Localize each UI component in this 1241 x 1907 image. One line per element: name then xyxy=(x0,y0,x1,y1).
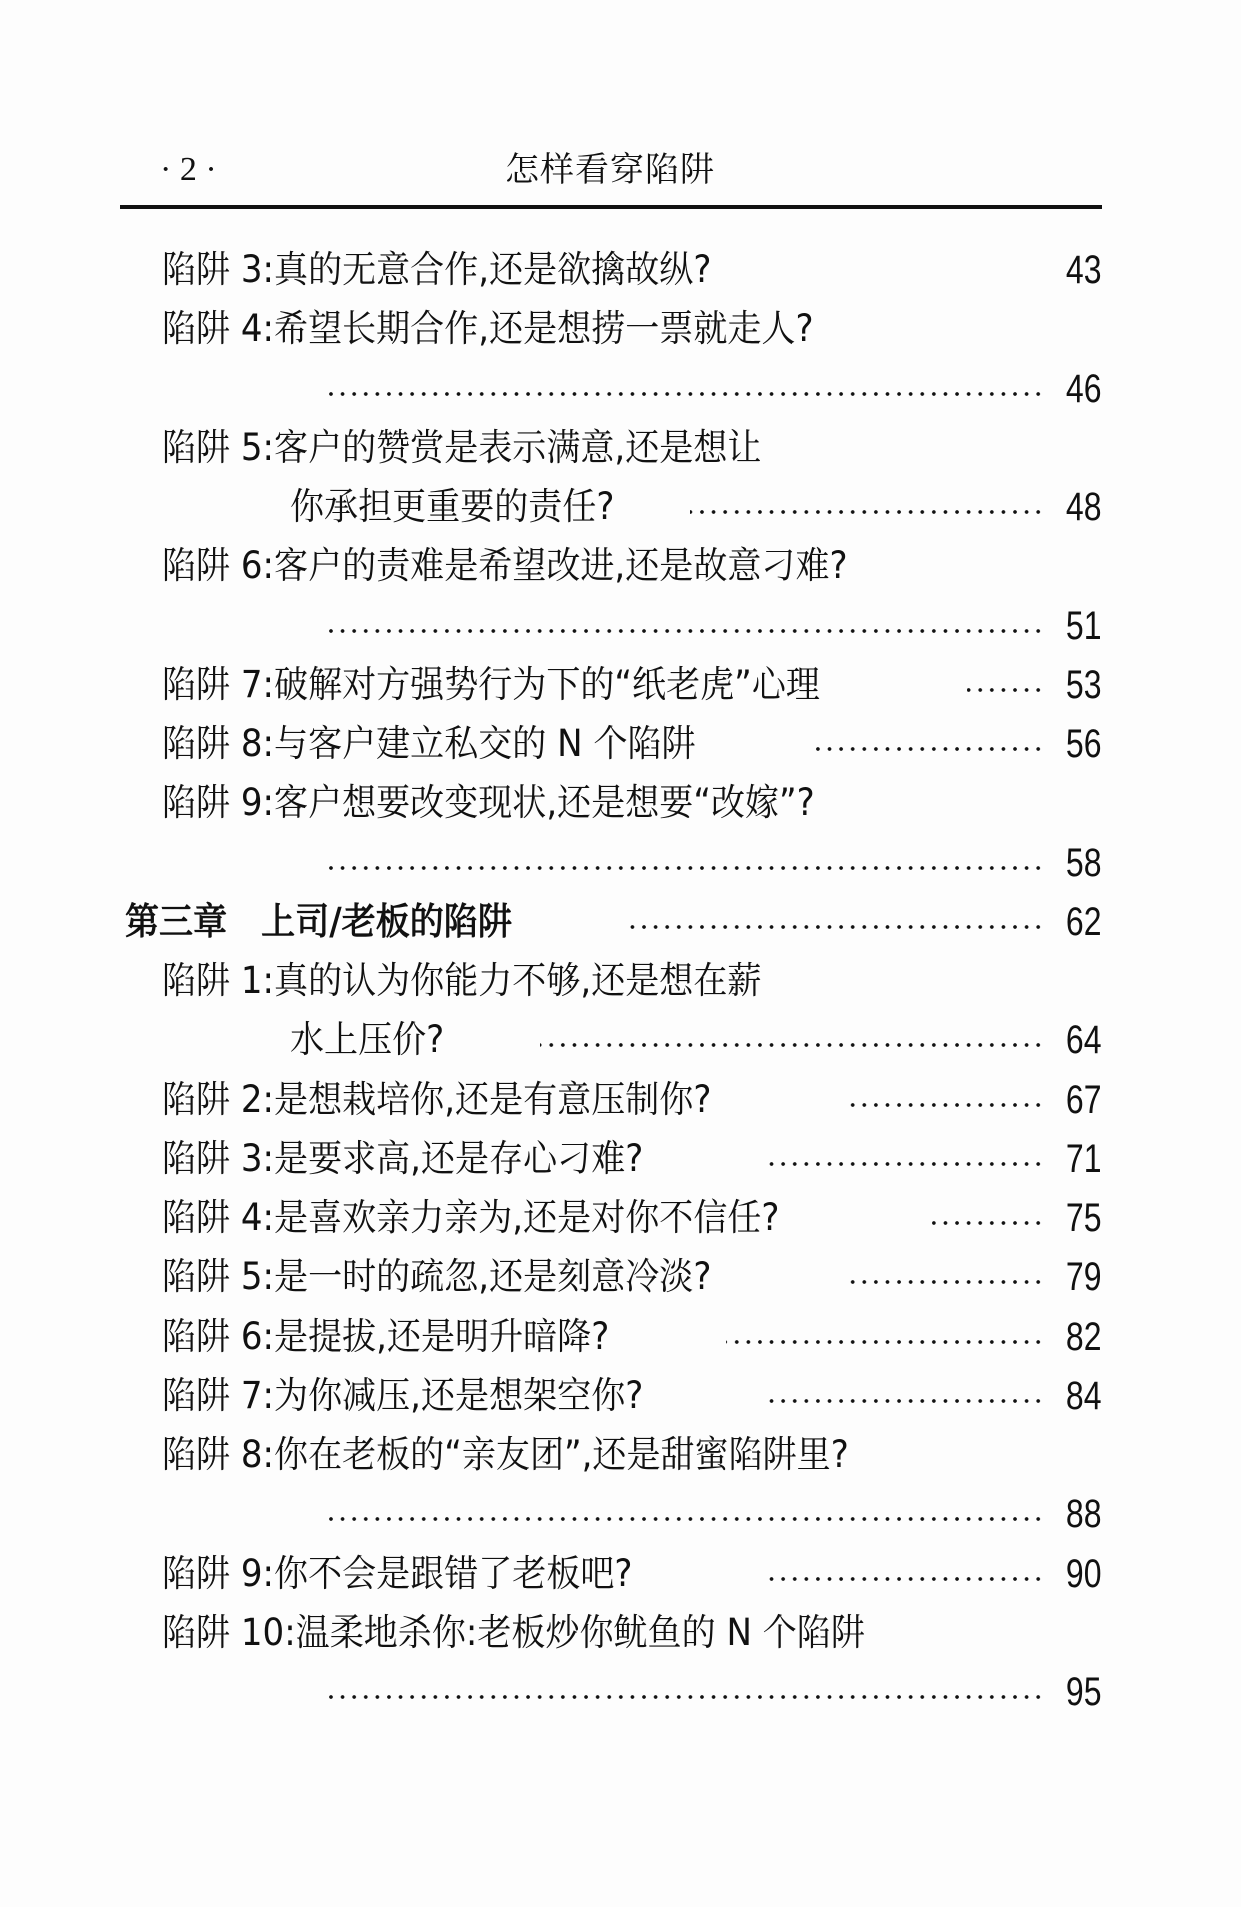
entry-title: 陷阱 1:真的认为你能力不够,还是想在薪 xyxy=(162,959,762,1002)
entry-title: 陷阱 5:客户的赞赏是表示满意,还是想让 xyxy=(162,426,762,469)
dot-leader xyxy=(329,1669,1044,1715)
entry-title: 陷阱 3:真的无意合作,还是欲擒故纵? xyxy=(162,248,712,291)
entry-title: 陷阱 5:是一时的疏忽,还是刻意冷淡? xyxy=(162,1255,712,1298)
toc-entry-row[interactable] xyxy=(0,1551,1241,1597)
entry-title: 陷阱 10:温柔地杀你:老板炒你鱿鱼的 N 个陷阱 xyxy=(162,1611,865,1654)
page-ref: 53 xyxy=(1065,663,1101,707)
entry-title: 你承担更重要的责任? xyxy=(290,485,615,528)
toc-entry-row[interactable] xyxy=(0,543,1241,589)
toc-entry-row[interactable] xyxy=(0,306,1241,352)
entry-title: 陷阱 8:与客户建立私交的 N 个陷阱 xyxy=(162,722,696,765)
page-ref: 58 xyxy=(1065,841,1101,885)
dot-leader xyxy=(540,1017,1044,1063)
dot-leader xyxy=(766,1373,1044,1419)
page-ref: 67 xyxy=(1065,1078,1101,1122)
toc-entry-row[interactable] xyxy=(0,1432,1241,1478)
toc-entry-row[interactable] xyxy=(0,1373,1241,1419)
dot-leader xyxy=(845,1254,1044,1300)
page-ref: 95 xyxy=(1065,1670,1101,1714)
toc-entry-row[interactable] xyxy=(0,1610,1241,1656)
entry-title: 陷阱 6:是提拔,还是明升暗降? xyxy=(162,1315,610,1358)
page-ref: 46 xyxy=(1065,367,1101,411)
dot-leader xyxy=(690,484,1044,530)
toc-entry-row[interactable] xyxy=(0,840,1241,886)
dot-leader xyxy=(845,1077,1044,1123)
page-ref: 48 xyxy=(1065,485,1101,529)
dot-leader xyxy=(766,1136,1044,1182)
toc-entry-row[interactable] xyxy=(0,603,1241,649)
entry-title: 陷阱 2:是想栽培你,还是有意压制你? xyxy=(162,1078,712,1121)
entry-title: 陷阱 7:为你减压,还是想架空你? xyxy=(162,1374,644,1417)
page-ref: 71 xyxy=(1065,1137,1101,1181)
toc-entry-row[interactable] xyxy=(0,366,1241,412)
toc-entry-row[interactable] xyxy=(0,1491,1241,1537)
entry-title: 陷阱 7:破解对方强势行为下的“纸老虎”心理 xyxy=(162,663,820,706)
dot-leader xyxy=(329,1491,1044,1537)
running-title: 怎样看穿陷阱 xyxy=(505,150,715,190)
dot-leader xyxy=(766,1551,1044,1597)
entry-title: 陷阱 9:你不会是跟错了老板吧? xyxy=(162,1552,633,1595)
entry-title: 陷阱 4:是喜欢亲力亲为,还是对你不信任? xyxy=(162,1196,780,1239)
dot-leader xyxy=(932,1195,1044,1241)
toc-entry-row[interactable] xyxy=(0,1254,1241,1300)
toc-entry-row[interactable] xyxy=(0,247,1241,293)
header-rule xyxy=(120,205,1102,209)
page-ref: 88 xyxy=(1065,1492,1101,1536)
page-ref: 56 xyxy=(1065,722,1101,766)
page-ref: 84 xyxy=(1065,1374,1101,1418)
entry-title: 陷阱 6:客户的责难是希望改进,还是故意刁难? xyxy=(162,544,848,587)
dot-leader xyxy=(329,603,1044,649)
toc-entry-row[interactable] xyxy=(0,721,1241,767)
dot-leader xyxy=(726,1314,1044,1360)
entry-title: 水上压价? xyxy=(290,1018,445,1061)
toc-entry-row[interactable] xyxy=(0,1669,1241,1715)
toc-entry-row[interactable] xyxy=(0,1017,1241,1063)
page-ref: 90 xyxy=(1065,1552,1101,1596)
page-ref: 75 xyxy=(1065,1196,1101,1240)
page-ref: 51 xyxy=(1065,604,1101,648)
page-ref: 64 xyxy=(1065,1018,1101,1062)
chapter-title: 第三章 上司/老板的陷阱 xyxy=(125,900,512,943)
toc-entry-row[interactable] xyxy=(0,425,1241,471)
toc-entry-row[interactable] xyxy=(0,662,1241,708)
page-number: · 2 · xyxy=(160,151,217,188)
dot-leader xyxy=(329,366,1044,412)
entry-title: 陷阱 9:客户想要改变现状,还是想要“改嫁”? xyxy=(162,781,815,824)
toc-entry-row[interactable] xyxy=(0,958,1241,1004)
dot-leader xyxy=(967,662,1044,708)
toc-entry-row[interactable] xyxy=(0,1136,1241,1182)
page-ref: 79 xyxy=(1065,1255,1101,1299)
entry-title: 陷阱 3:是要求高,还是存心刁难? xyxy=(162,1137,644,1180)
toc-entry-row[interactable] xyxy=(0,1195,1241,1241)
dot-leader xyxy=(810,721,1044,767)
page-ref: 82 xyxy=(1065,1315,1101,1359)
entry-title: 陷阱 8:你在老板的“亲友团”,还是甜蜜陷阱里? xyxy=(162,1433,849,1476)
entry-title: 陷阱 4:希望长期合作,还是想捞一票就走人? xyxy=(162,307,814,350)
toc-chapter-row[interactable] xyxy=(0,899,1241,945)
toc-entry-row[interactable] xyxy=(0,780,1241,826)
toc-entry-row[interactable] xyxy=(0,1314,1241,1360)
page-ref: 43 xyxy=(1065,248,1101,292)
toc-entry-row[interactable] xyxy=(0,1077,1241,1123)
dot-leader xyxy=(329,840,1044,886)
page-ref: 62 xyxy=(1065,900,1101,944)
dot-leader xyxy=(625,899,1044,945)
toc-entry-row[interactable] xyxy=(0,484,1241,530)
